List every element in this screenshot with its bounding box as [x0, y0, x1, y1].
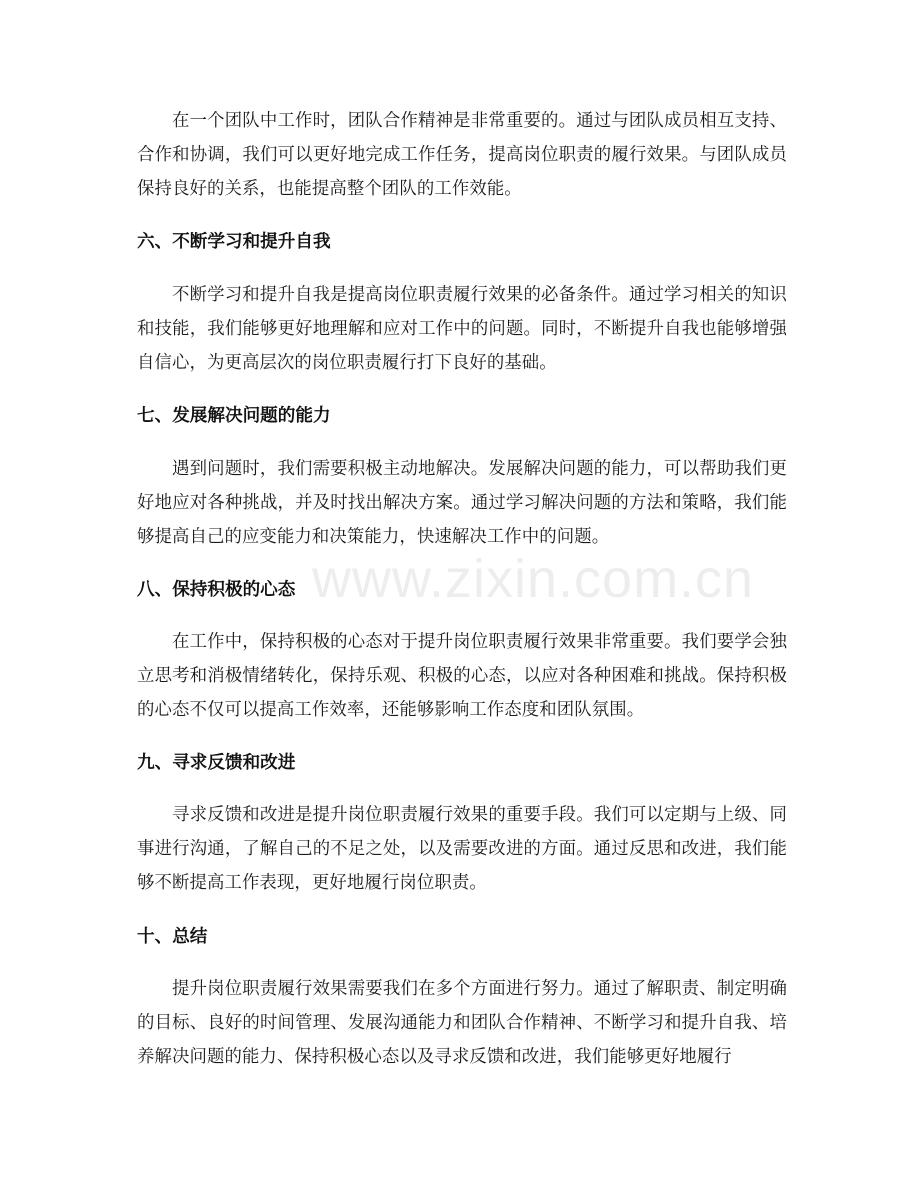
section-paragraph-6: 不断学习和提升自我是提高岗位职责履行效果的必备条件。通过学习相关的知识和技能，我们能够更好地理解和应对工作中的问题。同时，不断提升自我也能够增强自信心，为更高层次的岗位职责履行打下良好的基础。: [137, 285, 787, 373]
section-heading-9: 九、寻求反馈和改进: [137, 753, 296, 773]
watermark: www.zixin.com.cn: [312, 549, 755, 609]
section-heading-7: 七、发展解决问题的能力: [137, 406, 331, 426]
section-paragraph-10: 提升岗位职责履行效果需要我们在多个方面进行努力。通过了解职责、制定明确的目标、良好的时间管理、发展沟通能力和团队合作精神、不断学习和提升自我、培养解决问题的能力、保持积极心态以及寻求反馈和改进，我们能够更好地履行: [137, 979, 787, 1067]
section-paragraph-7: 遇到问题时，我们需要积极主动地解决。发展解决问题的能力，可以帮助我们更好地应对各种挑战，并及时找出解决方案。通过学习解决问题的方法和策略，我们能够提高自己的应变能力和决策能力，快速解决工作中的问题。: [137, 459, 787, 547]
section-heading-10: 十、总结: [137, 927, 208, 947]
section-heading-6: 六、不断学习和提升自我: [137, 232, 331, 252]
section-paragraph-9: 寻求反馈和改进是提升岗位职责履行效果的重要手段。我们可以定期与上级、同事进行沟通，了解自己的不足之处，以及需要改进的方面。通过反思和改进，我们能够不断提高工作表现，更好地履行岗位职责。: [137, 805, 787, 893]
section-paragraph-8: 在工作中，保持积极的心态对于提升岗位职责履行效果非常重要。我们要学会独立思考和消极情绪转化，保持乐观、积极的心态，以应对各种困难和挑战。保持积极的心态不仅可以提高工作效率，还能够影响工作态度和团队氛围。: [137, 632, 787, 720]
section-heading-8: 八、保持积极的心态: [137, 580, 296, 600]
intro-paragraph: 在一个团队中工作时，团队合作精神是非常重要的。通过与团队成员相互支持、合作和协调，我们可以更好地完成工作任务，提高岗位职责的履行效果。与团队成员保持良好的关系，也能提高整个团队的工作效能。: [137, 111, 787, 199]
